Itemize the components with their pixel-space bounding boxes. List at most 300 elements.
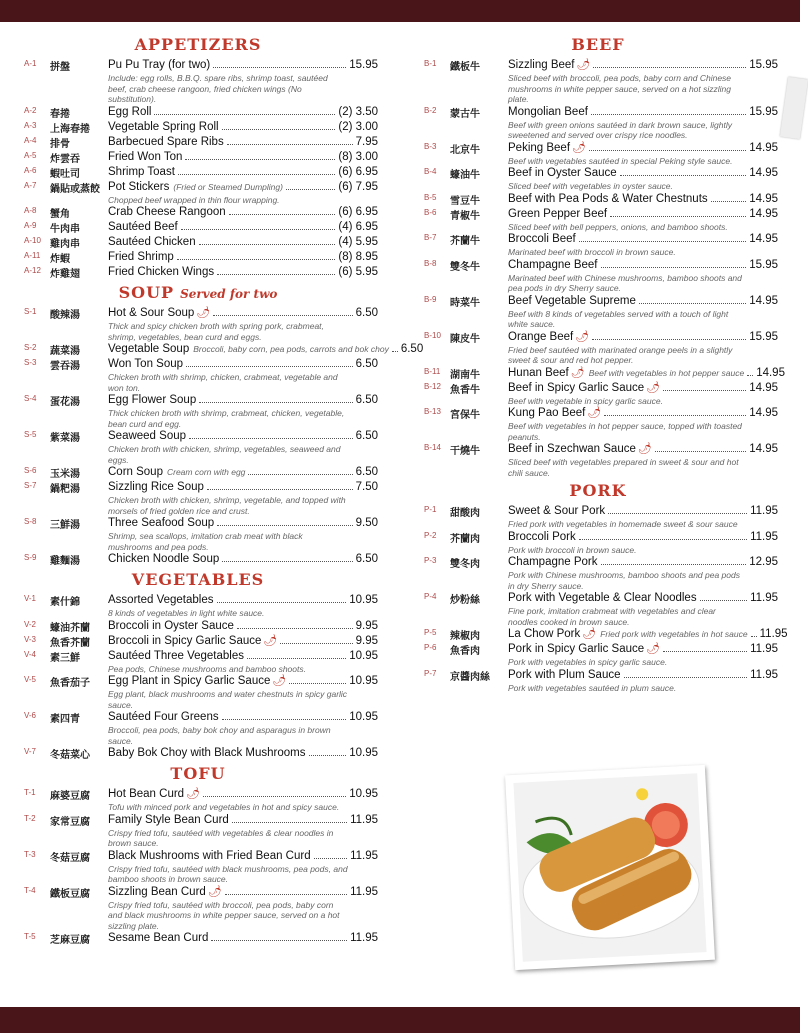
hot-pepper-icon: 🌶 <box>186 788 201 800</box>
item-code: A-11 <box>24 251 41 260</box>
item-description: Marinated beef with broccoli in brown sauce. <box>508 247 676 257</box>
item-description: Crispy fried tofu, sautéed with vegetables & clear noodles in brown sauce. <box>108 827 334 848</box>
item-line <box>108 150 378 165</box>
menu-item <box>18 516 378 552</box>
item-name: Beef Vegetable Supreme <box>508 294 636 307</box>
hot-pepper-icon: 🌶 <box>582 628 597 640</box>
item-code: A-1 <box>24 59 37 68</box>
leader-dots <box>314 858 347 859</box>
item-name: Egg Plant in Spicy Garlic Sauce <box>108 675 271 687</box>
item-chinese-name: 冬菇菜心 <box>50 750 90 761</box>
menu-item <box>18 250 378 265</box>
item-code: V-1 <box>24 594 37 603</box>
item-line <box>508 258 778 273</box>
leader-dots <box>217 274 335 275</box>
item-price: 10.95 <box>349 788 378 800</box>
item-code: S-9 <box>24 553 37 562</box>
item-line <box>108 634 378 649</box>
leader-dots <box>620 175 747 176</box>
item-description: Include: egg rolls, B.B.Q. spare ribs, shrimp toast, sautéed beef, crab cheese rangoon, fried chicken wings (No substitution). <box>108 73 328 104</box>
item-line <box>508 166 778 181</box>
menu-item <box>418 192 778 207</box>
leader-dots <box>222 129 336 130</box>
item-note: Beef with vegetables in hot pepper sauce <box>588 367 745 378</box>
item-line <box>108 674 378 689</box>
section-title-text: PORK <box>569 481 627 500</box>
item-price: 15.95 <box>749 105 778 118</box>
item-note: Cream corn with egg <box>166 467 246 477</box>
item-code: T-5 <box>24 932 36 941</box>
section-title-vegetables <box>18 569 378 591</box>
item-code: B-12 <box>424 381 441 391</box>
section-title-text: BEEF <box>571 35 625 54</box>
leader-dots <box>663 651 747 652</box>
menu-item <box>418 141 778 167</box>
item-note: Fried pork with vegetables in hot sauce <box>600 629 748 639</box>
menu-item <box>18 649 378 675</box>
item-code: B-5 <box>424 192 437 202</box>
menu-item <box>18 552 378 567</box>
item-name: Hot Bean Curd <box>108 788 185 800</box>
item-price: 14.95 <box>749 407 778 419</box>
item-chinese-name: 紫菜湯 <box>50 433 80 444</box>
item-price: 10.95 <box>349 711 378 723</box>
item-price: 7.50 <box>355 481 378 493</box>
menu-item <box>418 442 778 478</box>
item-price: (6) 6.95 <box>338 206 378 218</box>
item-description: Sliced beef with bell peppers, onions, and bamboo shoots. <box>508 221 728 232</box>
item-code: A-3 <box>24 120 37 130</box>
item-chinese-name: 鍋貼或蒸餃 <box>50 183 100 195</box>
item-chinese-name: 甜酸肉 <box>450 508 480 519</box>
item-price: 11.95 <box>750 505 778 517</box>
item-price: 6.50 <box>355 466 378 478</box>
leader-dots <box>579 241 746 242</box>
hot-pepper-icon: 🌶 <box>196 307 211 319</box>
item-price: 14.95 <box>749 207 778 220</box>
item-chinese-name: 雲吞湯 <box>50 361 80 372</box>
item-chinese-name: 宮保牛 <box>450 410 480 421</box>
item-description: Shrimp, sea scallops, imitation crab meat with black mushrooms and pea pods. <box>108 531 303 552</box>
menu-item <box>418 668 778 694</box>
leader-dots <box>203 796 346 797</box>
item-price: 14.95 <box>749 294 778 307</box>
item-chinese-name: 素三鮮 <box>50 652 80 664</box>
item-chinese-name: 蛋花湯 <box>50 397 80 408</box>
menu-item <box>418 232 778 258</box>
leader-dots <box>186 366 353 367</box>
item-chinese-name: 辣椒肉 <box>450 631 480 642</box>
item-price: 11.95 <box>750 530 778 543</box>
item-description: Thick and spicy chicken broth with spring pork, crabmeat, shrimp, vegetables, bean curd and eggs. <box>108 321 324 342</box>
leader-dots <box>222 561 352 562</box>
item-price: 15.95 <box>749 330 778 343</box>
item-code: B-9 <box>424 294 437 304</box>
item-name: Broccoli in Spicy Garlic Sauce <box>108 634 262 647</box>
top-banner <box>0 0 800 22</box>
item-code: S-3 <box>24 358 37 367</box>
item-line <box>108 465 378 480</box>
menu-item <box>18 931 378 946</box>
leader-dots <box>248 474 352 475</box>
item-code: A-12 <box>24 266 41 275</box>
item-description: Thick chicken broth with shrimp, crabmeat, chicken, vegetable, bean curd and egg. <box>108 408 345 429</box>
item-chinese-name: 排骨 <box>50 138 70 150</box>
menu-item <box>18 220 378 235</box>
hot-pepper-icon: 🌶 <box>646 381 661 394</box>
section-title-tofu <box>18 763 378 785</box>
leader-dots <box>751 636 757 637</box>
item-line <box>108 931 378 946</box>
leader-dots <box>655 451 746 452</box>
item-line <box>108 787 378 802</box>
menu-item <box>18 105 378 120</box>
leader-dots <box>213 315 352 316</box>
item-line <box>508 381 778 396</box>
item-price: 10.95 <box>349 675 378 687</box>
menu-item <box>18 674 378 710</box>
item-name: Pork in Spicy Garlic Sauce <box>508 643 645 655</box>
menu-item <box>18 746 378 761</box>
item-code: V-3 <box>24 634 37 644</box>
item-name: Beef in Oyster Sauce <box>508 167 617 179</box>
item-price: (8) 3.00 <box>338 150 378 163</box>
item-line <box>108 593 378 608</box>
item-name: Champagne Beef <box>508 258 598 271</box>
item-chinese-name: 素什錦 <box>50 597 80 608</box>
menu-item <box>18 429 378 465</box>
item-note: (Fried or Steamed Dumpling) <box>173 181 283 192</box>
item-chinese-name: 炸雲吞 <box>50 153 80 165</box>
item-line <box>508 58 778 73</box>
menu-item <box>418 58 778 105</box>
item-code: P-3 <box>424 556 437 565</box>
leader-dots <box>639 303 746 304</box>
item-chinese-name: 魚香茄子 <box>50 678 90 689</box>
leader-dots <box>392 351 398 352</box>
item-price: 11.95 <box>750 592 778 604</box>
item-code: S-1 <box>24 307 37 316</box>
item-name: La Chow Pork <box>508 628 581 640</box>
item-chinese-name: 素四青 <box>50 714 80 725</box>
item-chinese-name: 炸雞翅 <box>50 269 80 280</box>
item-code: A-4 <box>24 135 37 145</box>
leader-dots <box>217 525 352 526</box>
menu-item <box>18 357 378 393</box>
leader-dots <box>177 259 336 260</box>
item-line <box>508 330 778 345</box>
item-line <box>108 619 378 634</box>
item-line <box>108 120 378 135</box>
item-line <box>108 180 378 195</box>
item-code: V-4 <box>24 649 37 659</box>
menu-item <box>18 342 424 357</box>
item-code: B-4 <box>424 167 437 176</box>
item-name: Egg Roll <box>108 105 152 118</box>
item-line <box>508 105 778 120</box>
item-code: B-10 <box>424 330 441 340</box>
item-description: Fried pork with vegetables in homemade sweet & sour sauce <box>508 519 738 529</box>
item-code: P-1 <box>424 505 437 514</box>
leader-dots <box>213 67 346 68</box>
item-chinese-name: 蔬菜湯 <box>50 346 80 357</box>
hot-pepper-icon: 🌶 <box>637 443 652 455</box>
leader-dots <box>589 150 746 151</box>
menu-item <box>18 265 378 280</box>
item-code: S-8 <box>24 517 37 526</box>
item-name: Assorted Vegetables <box>108 594 214 606</box>
item-price: 12.95 <box>749 556 778 568</box>
item-name: Peking Beef <box>508 141 571 154</box>
item-name: Family Style Bean Curd <box>108 813 229 826</box>
item-description: Beef with 8 kinds of vegetables served with a touch of light white sauce. <box>508 308 729 329</box>
item-line <box>108 235 378 250</box>
item-price: 15.95 <box>749 258 778 271</box>
section-title-text: VEGETABLES <box>131 570 265 589</box>
item-name: Fried Shrimp <box>108 251 174 263</box>
item-code: V-6 <box>24 711 37 720</box>
menu-item <box>18 205 378 220</box>
item-description: Crispy fried tofu, sautéed with black mushrooms, pea pods, and bamboo shoots in brown sauce. <box>108 863 348 884</box>
item-chinese-name: 上海春捲 <box>50 123 90 135</box>
menu-item <box>418 105 778 141</box>
item-price: 15.95 <box>349 59 378 71</box>
item-line <box>508 442 778 457</box>
item-chinese-name: 春捲 <box>50 108 70 120</box>
item-code: A-9 <box>24 221 37 230</box>
item-line <box>108 342 424 357</box>
menu-item <box>18 593 378 619</box>
item-name: Vegetable Spring Roll <box>108 120 219 133</box>
decorative-tab <box>780 77 808 139</box>
leader-dots <box>154 114 335 115</box>
item-code: A-7 <box>24 180 37 190</box>
item-line <box>108 165 378 180</box>
item-description: Fried beef sautéed with marinated orange peels in a slightly sweet & sour and red hot pepper. <box>508 344 733 365</box>
item-price: (4) 5.95 <box>338 236 378 248</box>
item-line <box>108 710 378 725</box>
leader-dots <box>663 390 746 391</box>
item-description: Pork with vegetables in spicy garlic sauce. <box>508 657 668 667</box>
item-code: T-2 <box>24 813 36 823</box>
item-name: Kung Pao Beef <box>508 407 586 419</box>
item-line <box>508 232 778 247</box>
item-name: Hot & Sour Soup <box>108 307 195 319</box>
item-name: Green Pepper Beef <box>508 207 608 220</box>
menu-item <box>418 166 778 192</box>
item-line <box>508 406 778 421</box>
leader-dots <box>711 201 747 202</box>
leader-dots <box>222 719 347 720</box>
menu-item <box>418 406 778 442</box>
item-description: Sliced beef with broccoli, pea pods, baby corn and Chinese mushrooms in white pepper sauce, served on a hot sizzling plate. <box>508 73 732 104</box>
item-name: Sautéed Chicken <box>108 236 196 248</box>
menu-item <box>18 619 378 634</box>
item-code: V-5 <box>24 675 37 684</box>
item-note: Broccoli, baby corn, pea pods, carrots and bok choy <box>193 344 389 354</box>
item-line <box>108 552 378 567</box>
item-code: B-6 <box>424 207 437 217</box>
item-name: Pu Pu Tray (for two) <box>108 59 211 71</box>
item-price: (6) 7.95 <box>338 180 378 193</box>
leader-dots <box>601 564 747 565</box>
item-chinese-name: 麻婆豆腐 <box>50 791 90 802</box>
item-line <box>108 849 378 864</box>
item-description: Chicken broth with chicken, shrimp, vegetable, and topped with morsels of fried golden rice and crust. <box>108 495 346 516</box>
item-line <box>108 220 378 235</box>
item-chinese-name: 時菜牛 <box>450 297 480 309</box>
item-price: 10.95 <box>349 594 378 606</box>
leader-dots <box>185 159 335 160</box>
item-name: Broccoli in Oyster Sauce <box>108 619 234 632</box>
item-chinese-name: 京醬肉絲 <box>450 671 490 683</box>
menu-item <box>18 710 378 746</box>
left-column <box>18 32 424 946</box>
hot-pepper-icon: 🌶 <box>646 643 661 655</box>
item-chinese-name: 湖南牛 <box>450 369 480 381</box>
item-chinese-name: 蠔油芥蘭 <box>50 622 90 634</box>
item-code: S-5 <box>24 430 37 439</box>
section-title-pork <box>418 480 778 502</box>
item-chinese-name: 雙冬牛 <box>450 261 480 273</box>
leader-dots <box>579 539 747 540</box>
item-description: Pork with broccoli in brown sauce. <box>508 544 637 555</box>
item-code: B-8 <box>424 258 437 268</box>
menu-item <box>18 465 378 480</box>
menu-item <box>18 135 378 150</box>
item-code: P-4 <box>424 592 437 601</box>
item-line <box>108 813 378 828</box>
item-chinese-name: 鐵板豆腐 <box>50 888 90 900</box>
menu-item <box>18 813 378 849</box>
item-price: 6.50 <box>355 394 378 406</box>
item-price: 9.95 <box>355 634 378 647</box>
hot-pepper-icon: 🌶 <box>272 675 287 687</box>
hot-pepper-icon: 🌶 <box>207 885 222 898</box>
item-line <box>108 516 378 531</box>
leader-dots <box>247 658 346 659</box>
item-code: A-6 <box>24 165 37 175</box>
item-name: Hunan Beef <box>508 366 569 379</box>
leader-dots <box>207 489 353 490</box>
item-price: 6.50 <box>355 307 378 319</box>
menu-item <box>418 258 778 294</box>
item-name: Pork with Vegetable & Clear Noodles <box>508 592 697 604</box>
leader-dots <box>309 755 347 756</box>
leader-dots <box>747 375 753 376</box>
leader-dots <box>181 229 336 230</box>
item-code: T-1 <box>24 788 36 797</box>
item-chinese-name: 北京牛 <box>450 144 480 156</box>
menu-item <box>18 885 378 932</box>
section-title-appetizers <box>18 34 378 56</box>
item-price: 14.95 <box>749 192 778 205</box>
item-code: S-2 <box>24 343 37 352</box>
hot-pepper-icon: 🌶 <box>587 407 602 419</box>
item-code: P-6 <box>424 643 437 652</box>
item-description: Sliced beef with vegetables prepared in sweet & sour and hot chili sauce. <box>508 457 739 478</box>
item-name: Seaweed Soup <box>108 430 187 442</box>
item-name: Beef in Szechwan Sauce <box>508 443 636 455</box>
item-line <box>108 105 378 120</box>
leader-dots <box>593 67 746 68</box>
item-chinese-name: 蟹角 <box>50 209 70 220</box>
item-code: V-2 <box>24 619 37 629</box>
leader-dots <box>211 940 347 941</box>
item-price: (2) 3.00 <box>338 120 378 133</box>
item-price: 14.95 <box>749 141 778 154</box>
menu-item <box>18 306 378 342</box>
menu-item <box>418 330 778 366</box>
item-chinese-name: 家常豆腐 <box>50 816 90 828</box>
menu-item <box>418 530 778 556</box>
item-line <box>508 504 778 519</box>
menu-item <box>18 634 378 649</box>
item-description: Beef with vegetables sautéed in special Peking style sauce. <box>508 155 733 166</box>
item-price: 11.95 <box>759 628 788 640</box>
item-name: Corn Soup <box>108 466 163 478</box>
item-line <box>108 250 378 265</box>
item-line <box>108 265 378 280</box>
item-name: Sesame Bean Curd <box>108 932 209 944</box>
item-code: B-13 <box>424 407 441 416</box>
item-name: Chicken Noodle Soup <box>108 553 220 565</box>
menu-item <box>18 235 378 250</box>
item-line <box>508 642 778 657</box>
item-description: Sliced beef with vegetables in oyster sauce. <box>508 181 673 191</box>
item-code: A-8 <box>24 206 37 215</box>
item-chinese-name: 雞麵湯 <box>50 556 80 567</box>
bottom-banner <box>0 1007 800 1033</box>
item-name: Sizzling Rice Soup <box>108 481 204 493</box>
menu-item <box>18 180 378 206</box>
item-price: 11.95 <box>350 932 378 944</box>
item-code: P-2 <box>424 530 437 540</box>
menu-item <box>418 207 778 233</box>
item-line <box>108 357 378 372</box>
item-chinese-name: 雞肉串 <box>50 239 80 250</box>
leader-dots <box>199 402 352 403</box>
item-price: 11.95 <box>350 849 378 862</box>
item-description: Chicken broth with shrimp, chicken, crabmeat, vegetable and won ton. <box>108 372 338 393</box>
item-name: Pork with Plum Sauce <box>508 668 621 681</box>
item-description: Pea pods, Chinese mushrooms and bamboo shoots. <box>108 663 306 674</box>
item-chinese-name: 陳皮牛 <box>450 333 480 345</box>
item-line <box>508 627 788 642</box>
leader-dots <box>624 677 748 678</box>
item-price: 9.95 <box>355 619 378 632</box>
item-price: 6.50 <box>355 430 378 442</box>
item-code: S-7 <box>24 481 37 490</box>
item-chinese-name: 酸辣湯 <box>50 310 80 321</box>
item-line <box>508 366 785 381</box>
leader-dots <box>237 628 353 629</box>
egg-roll-photo <box>505 765 715 970</box>
item-line <box>508 530 778 545</box>
hot-pepper-icon: 🌶 <box>576 59 591 71</box>
item-code: S-6 <box>24 466 37 475</box>
item-chinese-name: 冬菇豆腐 <box>50 852 90 864</box>
item-description: Beef with green onions sautéed in dark brown sauce, lightly sweetened and served over crispy rice noodles. <box>508 119 732 140</box>
item-line <box>108 429 378 444</box>
item-price: 15.95 <box>749 59 778 71</box>
menu-item <box>418 366 785 381</box>
item-code: A-5 <box>24 150 37 160</box>
leader-dots <box>286 189 335 190</box>
leader-dots <box>227 144 353 145</box>
item-price: 14.95 <box>756 366 785 379</box>
item-chinese-name: 干燒牛 <box>450 446 480 457</box>
